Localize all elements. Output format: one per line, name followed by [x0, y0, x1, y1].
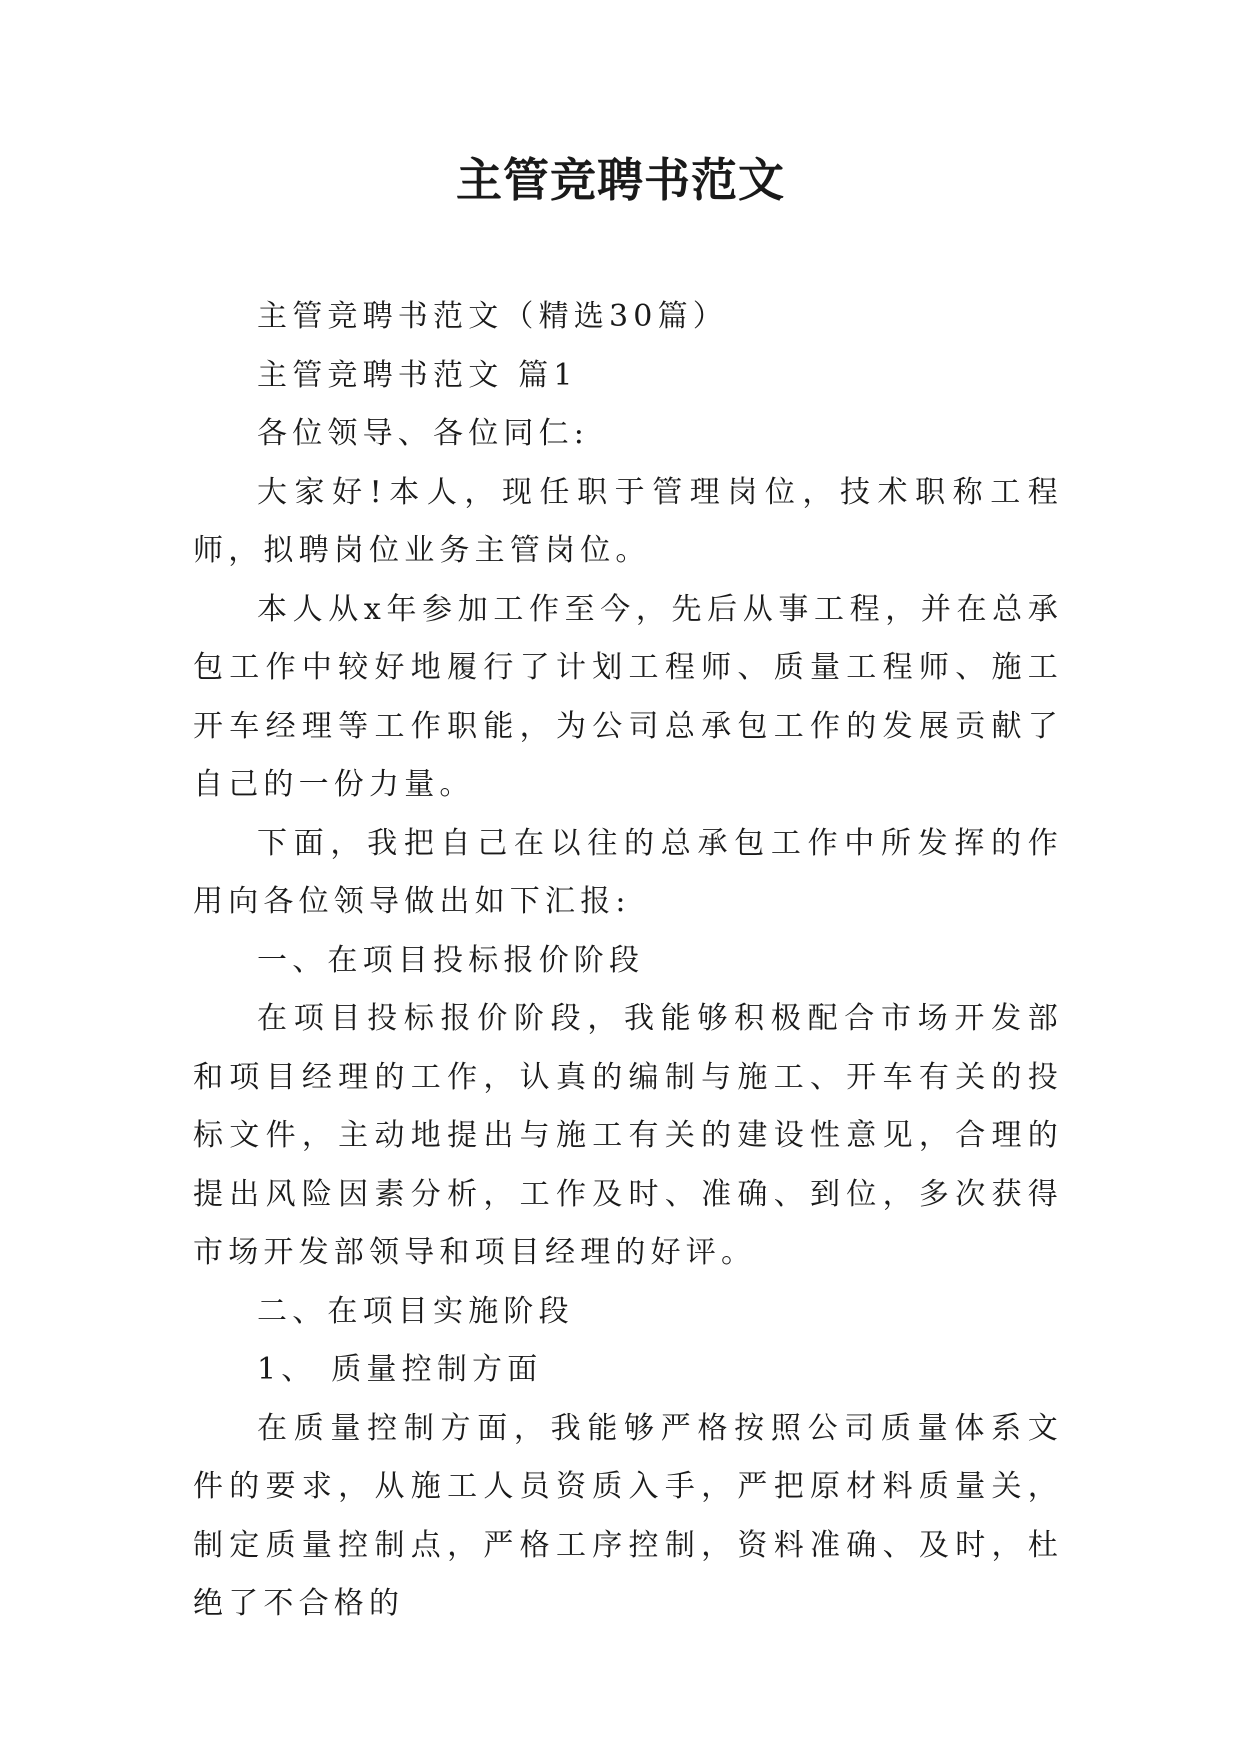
- paragraph-section-heading: 主管竞聘书范文 篇1: [257, 357, 578, 393]
- paragraph: 本人从x年参加工作至今，先后从事工程，并在总承包工作中较好地履行了计划工程师、质量工程师、施工开车经理等工作职能，为公司总承包工作的发展贡献了自己的一份力量。: [193, 591, 1063, 802]
- paragraph-salutation: 各位领导、各位同仁:: [257, 416, 590, 451]
- document-body: [193, 288, 1063, 1634]
- paragraph: 下面，我把自己在以往的总承包工作中所发挥的作用向各位领导做出如下汇报:: [193, 825, 1063, 919]
- paragraph-heading: 二、在项目实施阶段: [257, 1293, 574, 1329]
- paragraph: 在质量控制方面，我能够严格按照公司质量体系文件的要求，从施工人员资质入手，严把原材料质量关，制定质量控制点，严格工序控制，资料准确、及时，杜绝了不合格的: [193, 1410, 1063, 1621]
- paragraph: 在项目投标报价阶段，我能够积极配合市场开发部和项目经理的工作，认真的编制与施工、开车有关的投标文件，主动地提出与施工有关的建设性意见，合理的提出风险因素分析，工作及时、准确、到位，多次获得市场开发部领导和项目经理的好评。: [193, 1001, 1063, 1270]
- paragraph-subtitle: 主管竞聘书范文（精选30篇）: [257, 299, 728, 334]
- paragraph: 大家好!本人，现任职于管理岗位，技术职称工程师，拟聘岗位业务主管岗位。: [193, 474, 1063, 568]
- paragraph-heading: 一、在项目投标报价阶段: [257, 942, 645, 978]
- paragraph-subheading: 1、 质量控制方面: [257, 1352, 543, 1387]
- document-title: 主管竞聘书范文: [456, 153, 785, 207]
